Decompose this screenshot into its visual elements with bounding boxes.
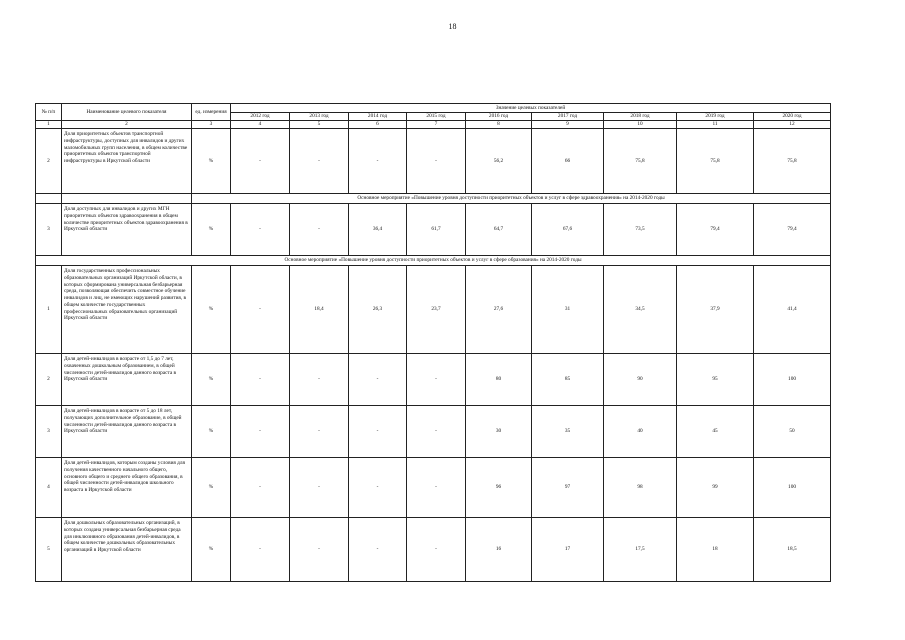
value-cell: 40 xyxy=(604,406,677,458)
header-unit: ед. измерения xyxy=(192,104,231,121)
year-cell: 2020 год xyxy=(754,113,831,121)
indicators-table xyxy=(35,103,831,582)
year-cell: 2016 год xyxy=(466,113,532,121)
value-cell: 27,6 xyxy=(466,266,532,354)
col-number: 2 xyxy=(62,121,192,129)
section-title: Основное мероприятие «Повышение уровня доступности приоритетных объектов и услуг в сфере образования» на 2014-2020 годы xyxy=(36,256,831,266)
value-cell: - xyxy=(290,518,349,582)
indicator-name: Доля детей-инвалидов, которым созданы условия для получения качественного начального общего, основного общего и среднего общего образования, в общей численности детей-инвалидов школьного возраста в Иркутской области xyxy=(62,458,192,518)
indicator-name: Доля приоритетных объектов транспортной инфраструктуры, доступных для инвалидов и других маломобильных групп населения, в общем количестве приоритетных объектов транспортной инфраструктуры в Иркутской области xyxy=(62,129,192,194)
value-cell: - xyxy=(349,518,407,582)
row-number: 3 xyxy=(36,204,62,256)
value-cell: - xyxy=(231,129,290,194)
unit-cell: % xyxy=(192,204,231,256)
col-number: 9 xyxy=(532,121,604,129)
column-number-row xyxy=(36,121,831,129)
value-cell: 97 xyxy=(532,458,604,518)
value-cell: 75,8 xyxy=(604,129,677,194)
value-cell: 50 xyxy=(754,406,831,458)
value-cell: 56,2 xyxy=(466,129,532,194)
col-number: 1 xyxy=(36,121,62,129)
indicator-name: Доля доступных для инвалидов и других МГН приоритетных объектов здравоохранения в общем количестве приоритетных объектов здравоохранения в Иркутской области xyxy=(62,204,192,256)
table-row xyxy=(36,406,831,458)
col-number: 10 xyxy=(604,121,677,129)
section-row xyxy=(36,256,831,266)
value-cell: 75,8 xyxy=(677,129,754,194)
value-cell: - xyxy=(231,458,290,518)
value-cell: - xyxy=(349,129,407,194)
value-cell: 100 xyxy=(754,458,831,518)
year-cell: 2012 год xyxy=(231,113,290,121)
value-cell: 98 xyxy=(604,458,677,518)
table-body xyxy=(36,104,831,582)
year-cell: 2018 год xyxy=(604,113,677,121)
unit-cell: % xyxy=(192,354,231,406)
table-row xyxy=(36,354,831,406)
section-title: Основное мероприятие «Повышение уровня доступности приоритетных объектов и услуг в сфере здравоохранения» на 2014-2020 годы xyxy=(192,194,831,204)
value-cell: 66 xyxy=(532,129,604,194)
year-cell: 2015 год xyxy=(407,113,466,121)
value-cell: 99 xyxy=(677,458,754,518)
col-number: 4 xyxy=(231,121,290,129)
value-cell: 67,6 xyxy=(532,204,604,256)
unit-cell: % xyxy=(192,406,231,458)
table-row xyxy=(36,204,831,256)
value-cell: 100 xyxy=(754,354,831,406)
indicator-name: Доля дошкольных образовательных организаций, в которых создана универсальная безбарьерная среда для инклюзивного образования детей-инвалидов, в общем количестве дошкольных образовательных организаций в Иркутской области xyxy=(62,518,192,582)
value-cell: 35 xyxy=(532,406,604,458)
col-number: 7 xyxy=(407,121,466,129)
col-number: 11 xyxy=(677,121,754,129)
value-cell: 23,7 xyxy=(407,266,466,354)
value-cell: - xyxy=(290,458,349,518)
value-cell: 16 xyxy=(466,518,532,582)
value-cell: - xyxy=(231,266,290,354)
value-cell: - xyxy=(231,518,290,582)
year-cell: 2013 год xyxy=(290,113,349,121)
value-cell: - xyxy=(349,458,407,518)
section-row xyxy=(36,194,831,204)
value-cell: 34,5 xyxy=(604,266,677,354)
header-name: Наименование целевого показателя xyxy=(62,104,192,121)
header-num: № п/п xyxy=(36,104,62,121)
header-values-group: Значение целевых показателей xyxy=(231,104,831,113)
value-cell: 26,3 xyxy=(349,266,407,354)
value-cell: 18 xyxy=(677,518,754,582)
col-number: 6 xyxy=(349,121,407,129)
value-cell: 80 xyxy=(466,354,532,406)
value-cell: 17,5 xyxy=(604,518,677,582)
value-cell: 75,8 xyxy=(754,129,831,194)
col-number: 5 xyxy=(290,121,349,129)
table-row xyxy=(36,458,831,518)
row-number: 4 xyxy=(36,458,62,518)
value-cell: - xyxy=(231,406,290,458)
value-cell: 90 xyxy=(604,354,677,406)
value-cell: - xyxy=(290,204,349,256)
value-cell: 18,5 xyxy=(754,518,831,582)
value-cell: 18,4 xyxy=(290,266,349,354)
indicator-name: Доля государственных профессиональных образовательных организаций Иркутской области, в которых сформирована универсальная безбарьерная среда, позволяющая обеспечить совместное обучение инвалидов и лиц, не имеющих нарушений развития, в общем количестве государственных профессиональных образовательных организаций Иркутской области xyxy=(62,266,192,354)
value-cell: 73,5 xyxy=(604,204,677,256)
unit-cell: % xyxy=(192,266,231,354)
value-cell: - xyxy=(231,204,290,256)
value-cell: 85 xyxy=(532,354,604,406)
row-number: 5 xyxy=(36,518,62,582)
value-cell: - xyxy=(407,458,466,518)
value-cell: - xyxy=(407,129,466,194)
value-cell: 37,9 xyxy=(677,266,754,354)
year-cell: 2017 год xyxy=(532,113,604,121)
value-cell: - xyxy=(407,406,466,458)
value-cell: 64,7 xyxy=(466,204,532,256)
value-cell: - xyxy=(407,518,466,582)
row-number: 2 xyxy=(36,354,62,406)
value-cell: - xyxy=(231,354,290,406)
unit-cell: % xyxy=(192,129,231,194)
col-number: 12 xyxy=(754,121,831,129)
table-row xyxy=(36,518,831,582)
value-cell: 31 xyxy=(532,266,604,354)
value-cell: 45 xyxy=(677,406,754,458)
unit-cell: % xyxy=(192,518,231,582)
value-cell: 79,4 xyxy=(754,204,831,256)
value-cell: 95 xyxy=(677,354,754,406)
value-cell: - xyxy=(349,354,407,406)
row-number: 2 xyxy=(36,129,62,194)
page-number: 18 xyxy=(448,22,457,31)
value-cell: - xyxy=(290,129,349,194)
table-row xyxy=(36,129,831,194)
col-number: 8 xyxy=(466,121,532,129)
year-cell: 2019 год xyxy=(677,113,754,121)
value-cell: - xyxy=(290,406,349,458)
value-cell: 61,7 xyxy=(407,204,466,256)
value-cell: - xyxy=(349,406,407,458)
value-cell: - xyxy=(407,354,466,406)
value-cell: 96 xyxy=(466,458,532,518)
value-cell: 41,4 xyxy=(754,266,831,354)
indicator-name: Доля детей-инвалидов в возрасте от 1,5 до 7 лет, охваченных дошкольным образованием, в общей численности детей-инвалидов данного возраста в Иркутской области xyxy=(62,354,192,406)
value-cell: 30 xyxy=(466,406,532,458)
row-number: 3 xyxy=(36,406,62,458)
value-cell: 79,4 xyxy=(677,204,754,256)
unit-cell: % xyxy=(192,458,231,518)
value-cell: 36,4 xyxy=(349,204,407,256)
col-number: 3 xyxy=(192,121,231,129)
year-cell: 2014 год xyxy=(349,113,407,121)
table-row xyxy=(36,266,831,354)
value-cell: - xyxy=(290,354,349,406)
indicator-name: Доля детей-инвалидов в возрасте от 5 до 18 лет, получающих дополнительное образование, в общей численности детей-инвалидов данного возраста в Иркутской области xyxy=(62,406,192,458)
row-number: 1 xyxy=(36,266,62,354)
value-cell: 17 xyxy=(532,518,604,582)
header-row xyxy=(36,104,831,113)
